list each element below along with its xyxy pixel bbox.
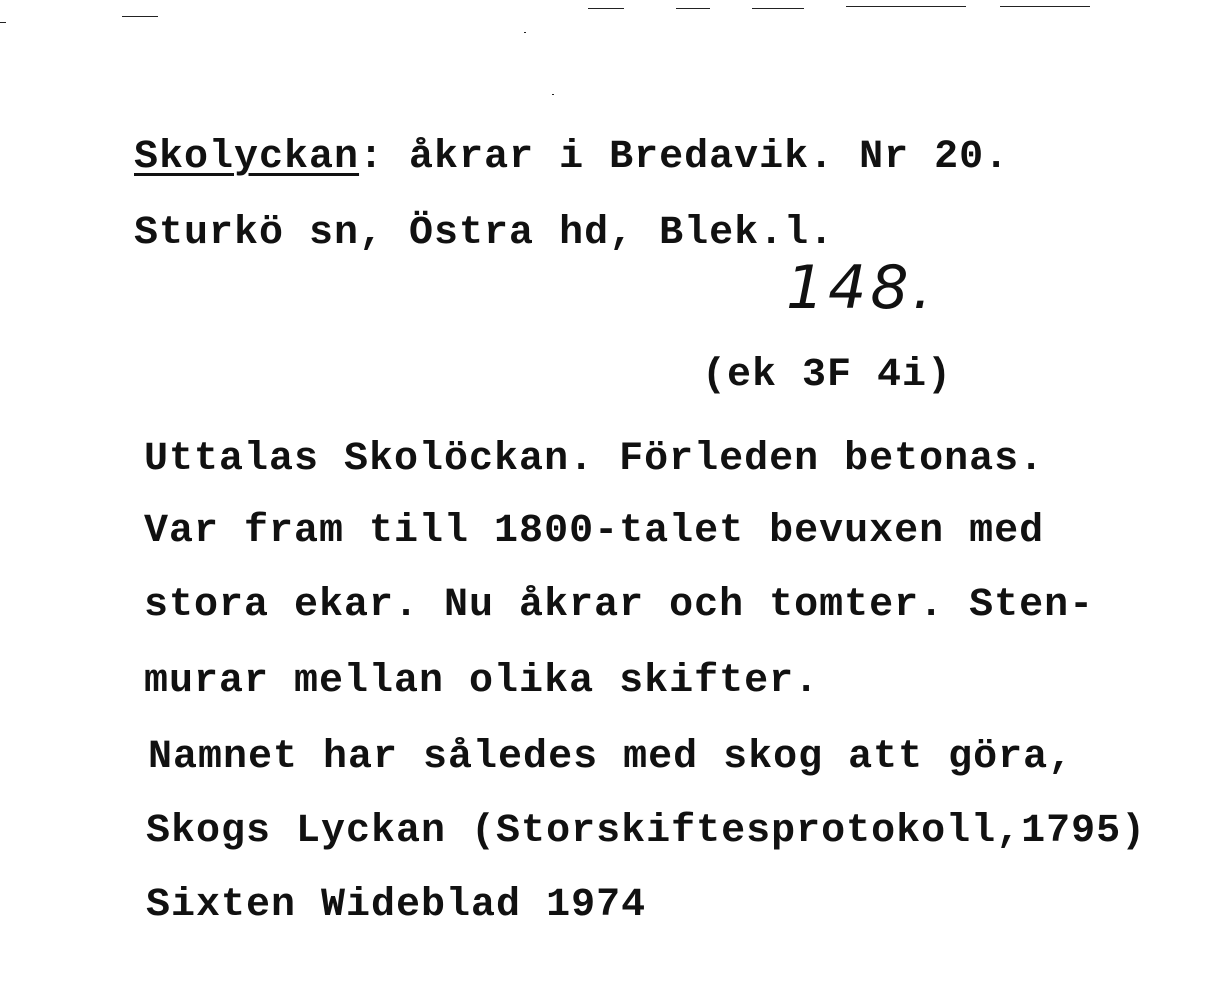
signature-line: Sixten Wideblad 1974 [146,883,647,928]
place-name: Skolyckan [134,135,360,180]
body-line: stora ekar. Nu åkrar och tomter. Sten- [144,583,1095,628]
body-line: Namnet har således med skog att göra, [148,735,1074,780]
body-line: Var fram till 1800-talet bevuxen med [144,509,1045,554]
body-line: Skogs Lyckan (Storskiftesprotokoll,1795) [146,809,1147,854]
body-line: murar mellan olika skifter. [144,659,820,704]
card-heading [134,135,1010,180]
map-reference: (ek 3F 4i) [702,353,953,398]
body-line: Uttalas Skolöckan. Förleden betonas. [144,437,1045,482]
heading-description: : åkrar i Bredavik. Nr 20. [359,135,1010,180]
location-line: Sturkö sn, Östra hd, Blek.l. [134,211,835,256]
handwritten-number: 148. [786,253,936,323]
